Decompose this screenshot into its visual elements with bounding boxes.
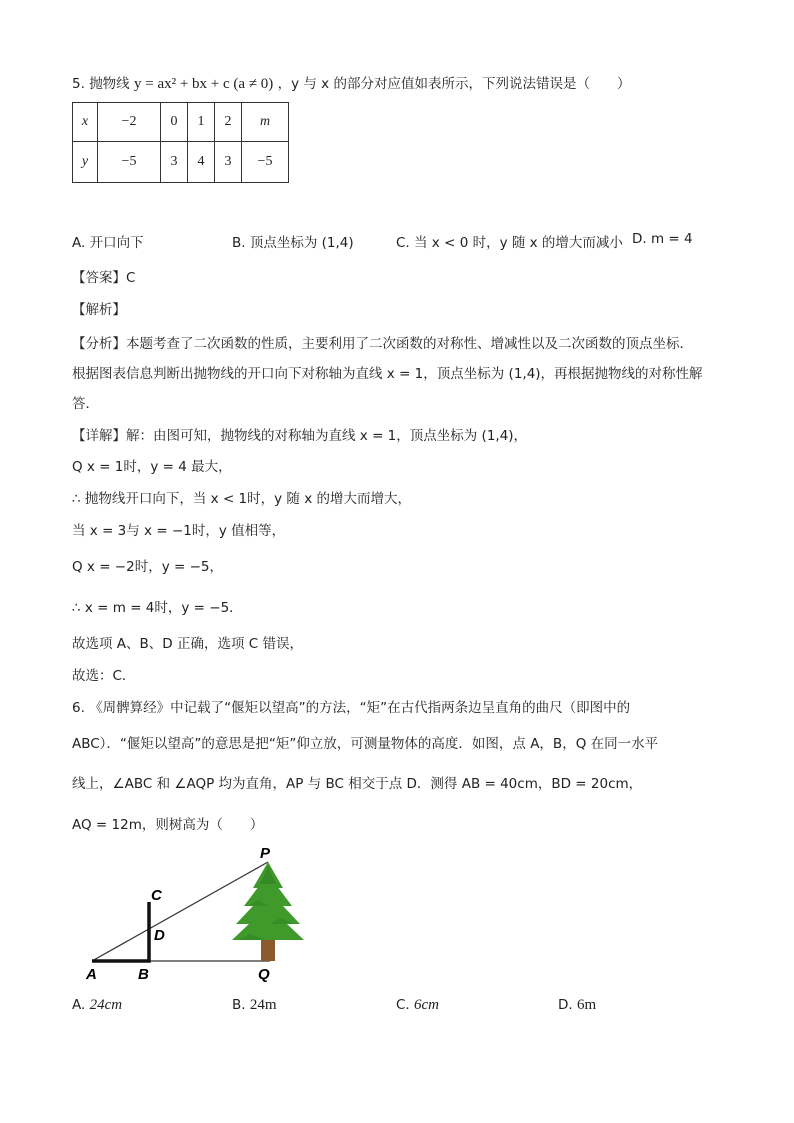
q5-step-8: 故选：C． [72, 668, 136, 684]
q6-line3: 线上，∠ABC 和 ∠AQP 均为直角，AP 与 BC 相交于点 D．测得 AB = 40cm，BD = 20cm， [72, 776, 643, 792]
table-cell: −2 [98, 103, 161, 142]
q6-option-b[interactable]: B. 24m [232, 997, 277, 1013]
table-cell: 4 [188, 142, 215, 183]
q5-option-b[interactable]: B. 顶点坐标为 (1,4) [232, 235, 354, 251]
q6-option-c[interactable]: C. 6cm [396, 997, 440, 1013]
q5-equation: y = ax² + bx + c (a ≠ 0) [133, 76, 274, 92]
table-cell: m [242, 103, 289, 142]
q5-fenxi-line3: 答． [72, 396, 99, 412]
table-cell: −5 [242, 142, 289, 183]
ruler-abc [92, 902, 149, 961]
table-row-x [73, 103, 289, 142]
q6-line4: AQ = 12m，则树高为（ ） [72, 817, 264, 833]
q5-step-3: ∴ 抛物线开口向下，当 x < 1时，y 随 x 的增大而增大， [72, 491, 411, 507]
q6-number: 6. [72, 700, 85, 716]
q6-option-d[interactable]: D. 6m [558, 997, 597, 1013]
table-cell: 0 [161, 103, 188, 142]
label-d: D [154, 927, 165, 944]
q5-step-7: 故选项 A、B、D 正确，选项 C 错误， [72, 636, 303, 652]
table-cell: −5 [98, 142, 161, 183]
label-c: C [151, 887, 162, 904]
q5-fenxi-line2: 根据图表信息判断出抛物线的开口向下对称轴为直线 x = 1，顶点坐标为 (1,4)，再根据抛物线的对称性解 [72, 366, 703, 382]
table-row-y [73, 142, 289, 183]
table-header-y: y [73, 142, 98, 183]
q5-step-6: ∴ x = m = 4时，y = −5． [72, 600, 243, 616]
table-cell: 1 [188, 103, 215, 142]
label-a: A [86, 966, 97, 983]
label-b: B [138, 966, 149, 983]
table-cell: 3 [161, 142, 188, 183]
tree-icon [232, 862, 304, 940]
q5-number: 5. [72, 76, 85, 92]
q5-option-c[interactable]: C. 当 x < 0 时，y 随 x 的增大而减小 [396, 235, 623, 251]
q5-step-1: 【详解】解：由图可知，抛物线的对称轴为直线 x = 1，顶点坐标为 (1,4)， [72, 428, 528, 444]
table-header-x: x [73, 103, 98, 142]
label-p: P [260, 845, 271, 862]
q5-step-4: 当 x = 3与 x = −1时，y 值相等， [72, 523, 286, 539]
q5-analysis-label: 【解析】 [72, 302, 126, 318]
table-cell: 2 [215, 103, 242, 142]
q5-fenxi-line1: 【分析】本题考查了二次函数的性质，主要利用了二次函数的对称性、增减性以及二次函数的顶点坐标． [72, 336, 693, 352]
q6-line1: 6. 《周髀算经》中记载了“偃矩以望高”的方法，“矩”在古代指两条边呈直角的曲尺（即图中的 [72, 700, 631, 716]
q6-option-a[interactable]: A. 24cm [72, 997, 123, 1013]
q6-line2: ABC）．“偃矩以望高”的意思是把“矩”仰立放，可测量物体的高度．如图，点 A，B，Q 在同一水平 [72, 736, 659, 752]
sight-line [92, 862, 268, 961]
q5-option-d[interactable]: D. m = 4 [632, 231, 693, 247]
label-q: Q [258, 966, 270, 983]
q5-option-a[interactable]: A. 开口向下 [72, 235, 144, 251]
q5-stem-b: ，y 与 x 的部分对应值如表所示，下列说法错误是（ ） [277, 76, 631, 92]
q5-value-table [72, 102, 289, 183]
q5-stem-a: 抛物线 [89, 76, 130, 92]
table-cell: 3 [215, 142, 242, 183]
q5-step-2: Q x = 1时，y = 4 最大， [72, 459, 232, 475]
q5-step-5: Q x = −2时，y = −5， [72, 559, 223, 575]
q5-answer: 【答案】C [72, 270, 136, 286]
q5-stem [72, 72, 630, 93]
q6-figure [80, 840, 320, 985]
